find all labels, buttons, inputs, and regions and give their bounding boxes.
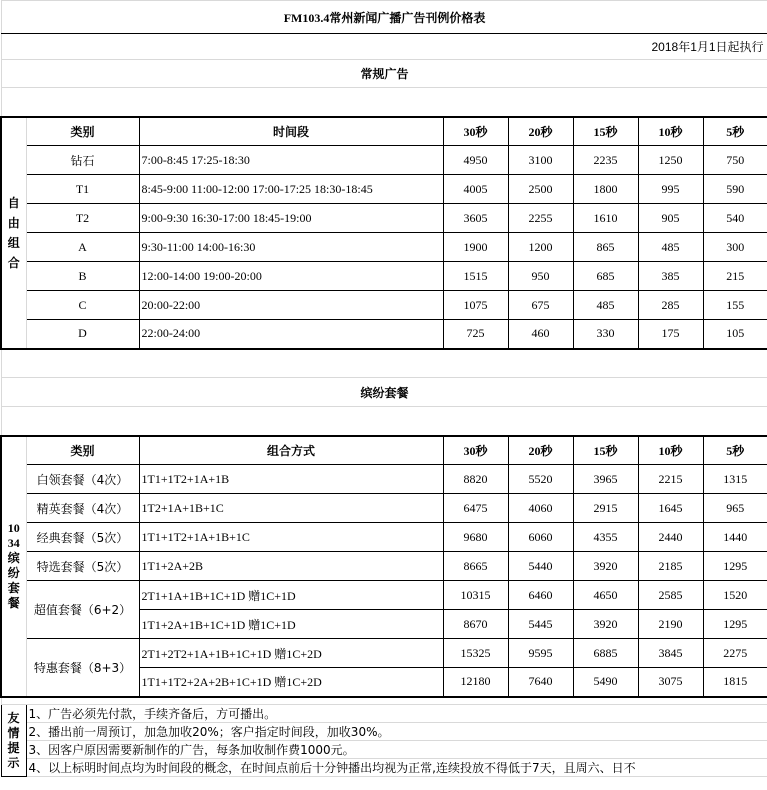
page-title: FM103.4常州新闻广播广告刊例价格表 <box>1 1 767 34</box>
price-cell: 12180 <box>443 668 508 697</box>
price-cell: 4355 <box>573 523 638 552</box>
price-cell: 540 <box>703 204 767 233</box>
category-cell: D <box>26 320 139 349</box>
note-row <box>1 705 767 723</box>
table-row <box>1 465 767 494</box>
price-cell: 1815 <box>703 668 767 697</box>
price-cell: 8820 <box>443 465 508 494</box>
table-row <box>1 494 767 523</box>
combo-cell: 1T1+1T2+2A+2B+1C+1D 赠1C+2D <box>139 668 443 697</box>
period-cell: 9:00-9:30 16:30-17:00 18:45-19:00 <box>139 204 443 233</box>
combo-cell: 2T1+2T2+1A+1B+1C+1D 赠1C+2D <box>139 639 443 668</box>
price-cell: 965 <box>703 494 767 523</box>
price-cell: 905 <box>638 204 703 233</box>
price-cell: 6060 <box>508 523 573 552</box>
regular-header-row <box>1 117 767 146</box>
price-cell: 10315 <box>443 581 508 610</box>
note-item: 1、广告必须先付款，手续齐备后，方可播出。 <box>26 705 767 723</box>
table-row <box>1 146 767 175</box>
price-cell: 3100 <box>508 146 573 175</box>
combo-cell: 2T1+1A+1B+1C+1D 赠1C+1D <box>139 581 443 610</box>
price-cell: 2255 <box>508 204 573 233</box>
price-cell: 1315 <box>703 465 767 494</box>
regular-col-15s: 15秒 <box>573 117 638 146</box>
price-cell: 105 <box>703 320 767 349</box>
price-cell: 1440 <box>703 523 767 552</box>
note-item: 2、播出前一周预订，加急加收20%；客户指定时间段，加收30%。 <box>26 723 767 741</box>
table-row <box>1 204 767 233</box>
price-cell: 2185 <box>638 552 703 581</box>
price-cell: 5445 <box>508 610 573 639</box>
note-row <box>1 759 767 777</box>
price-cell: 590 <box>703 175 767 204</box>
package-side-label: 1034缤纷套餐 <box>1 436 26 697</box>
package-name-cell: 经典套餐（5次） <box>26 523 139 552</box>
price-cell: 6460 <box>508 581 573 610</box>
category-cell: T1 <box>26 175 139 204</box>
combo-cell: 1T1+2A+1B+1C+1D 赠1C+1D <box>139 610 443 639</box>
package-col-15s: 15秒 <box>573 436 638 465</box>
category-cell: C <box>26 291 139 320</box>
price-cell: 15325 <box>443 639 508 668</box>
price-cell: 215 <box>703 262 767 291</box>
price-cell: 1645 <box>638 494 703 523</box>
price-cell: 5440 <box>508 552 573 581</box>
package-col-combo: 组合方式 <box>139 436 443 465</box>
price-cell: 6475 <box>443 494 508 523</box>
price-cell: 155 <box>703 291 767 320</box>
package-name-cell: 特选套餐（5次） <box>26 552 139 581</box>
price-cell: 8670 <box>443 610 508 639</box>
price-cell: 750 <box>703 146 767 175</box>
effective-date: 2018年1月1日起执行 <box>1 34 767 60</box>
price-cell: 1515 <box>443 262 508 291</box>
price-cell: 2235 <box>573 146 638 175</box>
price-cell: 2275 <box>703 639 767 668</box>
price-cell: 685 <box>573 262 638 291</box>
price-cell: 3920 <box>573 552 638 581</box>
price-cell: 9595 <box>508 639 573 668</box>
package-name-cell: 超值套餐（6+2） <box>26 581 139 639</box>
table-row <box>1 233 767 262</box>
note-item: 4、以上标明时间点均为时间段的概念，在时间点前后十分钟播出均视为正常,连续投放不得低于7天，且周六、日不 <box>26 759 767 777</box>
package-name-cell: 精英套餐（4次） <box>26 494 139 523</box>
note-row <box>1 741 767 759</box>
table-row <box>1 639 767 668</box>
price-cell: 7640 <box>508 668 573 697</box>
price-cell: 175 <box>638 320 703 349</box>
notes-label: 友情提示 <box>1 705 26 777</box>
table-row <box>1 262 767 291</box>
price-cell: 3075 <box>638 668 703 697</box>
package-col-category: 类别 <box>26 436 139 465</box>
price-cell: 9680 <box>443 523 508 552</box>
price-cell: 1900 <box>443 233 508 262</box>
price-cell: 3605 <box>443 204 508 233</box>
price-cell: 725 <box>443 320 508 349</box>
price-cell: 485 <box>638 233 703 262</box>
category-cell: T2 <box>26 204 139 233</box>
price-cell: 2440 <box>638 523 703 552</box>
price-cell: 1610 <box>573 204 638 233</box>
price-cell: 1800 <box>573 175 638 204</box>
package-col-5s: 5秒 <box>703 436 767 465</box>
price-cell: 1520 <box>703 581 767 610</box>
period-cell: 7:00-8:45 17:25-18:30 <box>139 146 443 175</box>
combo-cell: 1T1+2A+2B <box>139 552 443 581</box>
period-cell: 20:00-22:00 <box>139 291 443 320</box>
price-cell: 865 <box>573 233 638 262</box>
price-cell: 485 <box>573 291 638 320</box>
regular-col-30s: 30秒 <box>443 117 508 146</box>
package-section-title: 缤纷套餐 <box>1 378 767 407</box>
price-cell: 6885 <box>573 639 638 668</box>
price-cell: 4650 <box>573 581 638 610</box>
price-cell: 460 <box>508 320 573 349</box>
regular-col-20s: 20秒 <box>508 117 573 146</box>
regular-col-category: 类别 <box>26 117 139 146</box>
period-cell: 8:45-9:00 11:00-12:00 17:00-17:25 18:30-18:45 <box>139 175 443 204</box>
price-cell: 950 <box>508 262 573 291</box>
regular-col-10s: 10秒 <box>638 117 703 146</box>
price-cell: 1250 <box>638 146 703 175</box>
package-header-row <box>1 436 767 465</box>
table-row <box>1 581 767 610</box>
period-cell: 9:30-11:00 14:00-16:30 <box>139 233 443 262</box>
note-item: 3、因客户原因需要新制作的广告，每条加收制作费1000元。 <box>26 741 767 759</box>
price-cell: 4005 <box>443 175 508 204</box>
price-cell: 2915 <box>573 494 638 523</box>
price-cell: 995 <box>638 175 703 204</box>
price-cell: 4950 <box>443 146 508 175</box>
price-cell: 5490 <box>573 668 638 697</box>
period-cell: 12:00-14:00 19:00-20:00 <box>139 262 443 291</box>
price-cell: 1295 <box>703 552 767 581</box>
regular-col-5s: 5秒 <box>703 117 767 146</box>
price-cell: 3920 <box>573 610 638 639</box>
price-cell: 2190 <box>638 610 703 639</box>
regular-section-title: 常规广告 <box>1 60 767 88</box>
price-cell: 1295 <box>703 610 767 639</box>
combo-cell: 1T1+1T2+1A+1B <box>139 465 443 494</box>
combo-cell: 1T1+1T2+1A+1B+1C <box>139 523 443 552</box>
package-name-cell: 白领套餐（4次） <box>26 465 139 494</box>
category-cell: 钻石 <box>26 146 139 175</box>
price-cell: 1200 <box>508 233 573 262</box>
combo-cell: 1T2+1A+1B+1C <box>139 494 443 523</box>
price-cell: 3845 <box>638 639 703 668</box>
table-row <box>1 552 767 581</box>
price-cell: 330 <box>573 320 638 349</box>
price-cell: 2500 <box>508 175 573 204</box>
table-row <box>1 523 767 552</box>
price-cell: 1075 <box>443 291 508 320</box>
package-col-30s: 30秒 <box>443 436 508 465</box>
price-cell: 2585 <box>638 581 703 610</box>
price-cell: 285 <box>638 291 703 320</box>
category-cell: A <box>26 233 139 262</box>
category-cell: B <box>26 262 139 291</box>
package-name-cell: 特惠套餐（8+3） <box>26 639 139 697</box>
price-cell: 385 <box>638 262 703 291</box>
table-row <box>1 175 767 204</box>
regular-col-period: 时间段 <box>139 117 443 146</box>
package-col-10s: 10秒 <box>638 436 703 465</box>
table-row <box>1 291 767 320</box>
regular-side-label: 自由组合 <box>1 117 26 349</box>
price-cell: 8665 <box>443 552 508 581</box>
price-cell: 4060 <box>508 494 573 523</box>
price-cell: 300 <box>703 233 767 262</box>
price-cell: 3965 <box>573 465 638 494</box>
package-col-20s: 20秒 <box>508 436 573 465</box>
note-row <box>1 723 767 741</box>
price-cell: 2215 <box>638 465 703 494</box>
table-row <box>1 320 767 349</box>
price-cell: 675 <box>508 291 573 320</box>
period-cell: 22:00-24:00 <box>139 320 443 349</box>
price-cell: 5520 <box>508 465 573 494</box>
